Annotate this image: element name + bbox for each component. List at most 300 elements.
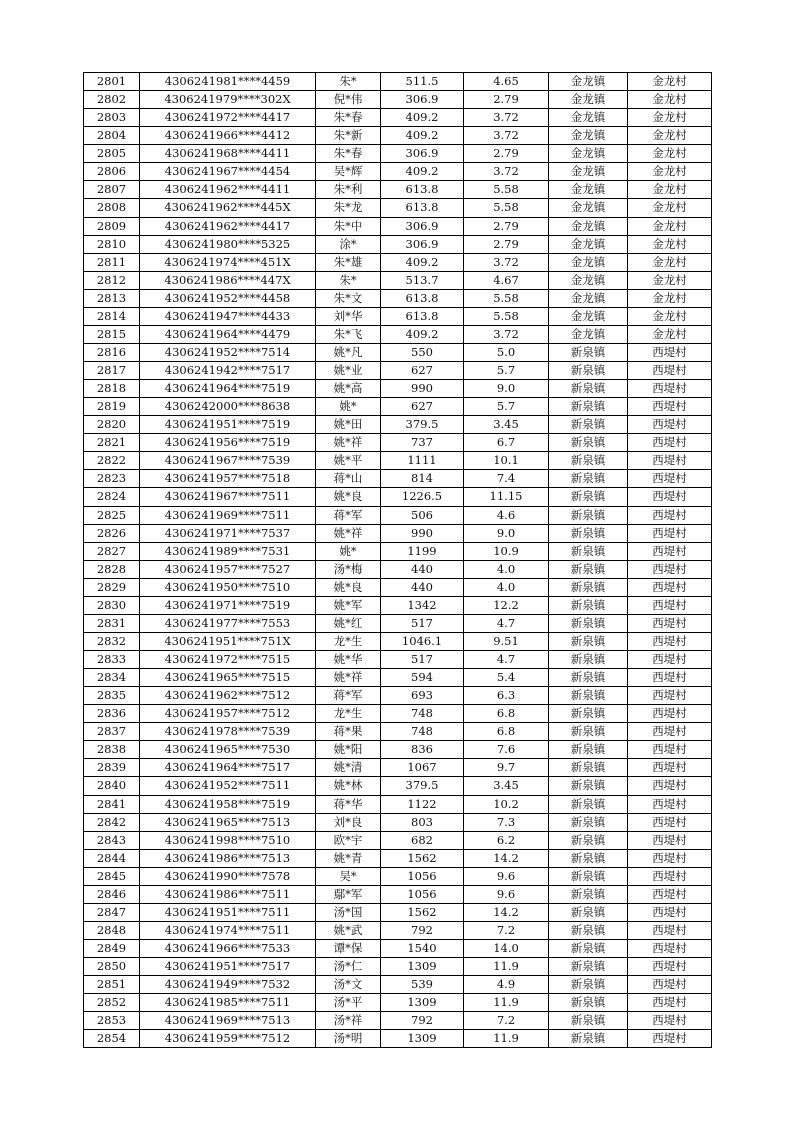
- village-cell: 金龙村: [628, 271, 712, 289]
- amount-cell: 1309: [381, 994, 464, 1012]
- area-cell: 4.0: [464, 560, 549, 578]
- name-cell: 姚*清: [316, 759, 381, 777]
- seq-cell: 2832: [84, 632, 140, 650]
- seq-cell: 2839: [84, 759, 140, 777]
- town-cell: 新泉镇: [549, 903, 628, 921]
- id-number-cell: 4306241951****7517: [140, 958, 316, 976]
- name-cell: 朱*: [316, 73, 381, 91]
- seq-cell: 2853: [84, 1012, 140, 1030]
- id-number-cell: 4306241964****7517: [140, 759, 316, 777]
- id-number-cell: 4306241947****4433: [140, 307, 316, 325]
- village-cell: 金龙村: [628, 127, 712, 145]
- area-cell: 14.0: [464, 940, 549, 958]
- seq-cell: 2838: [84, 741, 140, 759]
- seq-cell: 2818: [84, 380, 140, 398]
- table-row: [84, 560, 712, 578]
- table-row: [84, 380, 712, 398]
- name-cell: 朱*雄: [316, 253, 381, 271]
- area-cell: 5.4: [464, 669, 549, 687]
- table-row: [84, 705, 712, 723]
- town-cell: 新泉镇: [549, 867, 628, 885]
- town-cell: 新泉镇: [549, 994, 628, 1012]
- amount-cell: 409.2: [381, 325, 464, 343]
- name-cell: 朱*新: [316, 127, 381, 145]
- village-cell: 西堤村: [628, 831, 712, 849]
- table-row: [84, 885, 712, 903]
- amount-cell: 627: [381, 398, 464, 416]
- area-cell: 6.8: [464, 705, 549, 723]
- name-cell: 姚*祥: [316, 434, 381, 452]
- table-row: [84, 903, 712, 921]
- amount-cell: 1056: [381, 867, 464, 885]
- name-cell: 姚*祥: [316, 524, 381, 542]
- name-cell: 刘*良: [316, 813, 381, 831]
- id-number-cell: 4306241989****7531: [140, 542, 316, 560]
- id-number-cell: 4306241978****7539: [140, 723, 316, 741]
- table-row: [84, 578, 712, 596]
- town-cell: 新泉镇: [549, 1012, 628, 1030]
- name-cell: 蒋*山: [316, 470, 381, 488]
- area-cell: 4.9: [464, 976, 549, 994]
- id-number-cell: 4306241951****7511: [140, 903, 316, 921]
- town-cell: 新泉镇: [549, 380, 628, 398]
- area-cell: 2.79: [464, 91, 549, 109]
- table-row: [84, 813, 712, 831]
- table-row: [84, 91, 712, 109]
- town-cell: 新泉镇: [549, 343, 628, 361]
- seq-cell: 2846: [84, 885, 140, 903]
- area-cell: 7.4: [464, 470, 549, 488]
- town-cell: 新泉镇: [549, 524, 628, 542]
- area-cell: 4.7: [464, 614, 549, 632]
- seq-cell: 2819: [84, 398, 140, 416]
- id-number-cell: 4306241964****7519: [140, 380, 316, 398]
- village-cell: 西堤村: [628, 940, 712, 958]
- village-cell: 金龙村: [628, 145, 712, 163]
- name-cell: 姚*青: [316, 849, 381, 867]
- area-cell: 5.58: [464, 307, 549, 325]
- name-cell: 汤*明: [316, 1030, 381, 1048]
- name-cell: 姚*良: [316, 488, 381, 506]
- id-number-cell: 4306241962****4417: [140, 217, 316, 235]
- amount-cell: 1562: [381, 849, 464, 867]
- id-number-cell: 4306241957****7518: [140, 470, 316, 488]
- id-number-cell: 4306241966****4412: [140, 127, 316, 145]
- table-row: [84, 289, 712, 307]
- table-row: [84, 398, 712, 416]
- name-cell: 汤*梅: [316, 560, 381, 578]
- name-cell: 朱*龙: [316, 199, 381, 217]
- name-cell: 蒋*军: [316, 687, 381, 705]
- village-cell: 西堤村: [628, 669, 712, 687]
- seq-cell: 2841: [84, 795, 140, 813]
- table-row: [84, 506, 712, 524]
- seq-cell: 2837: [84, 723, 140, 741]
- village-cell: 金龙村: [628, 217, 712, 235]
- amount-cell: 440: [381, 578, 464, 596]
- id-number-cell: 4306241974****7511: [140, 921, 316, 939]
- area-cell: 2.79: [464, 217, 549, 235]
- seq-cell: 2827: [84, 542, 140, 560]
- town-cell: 金龙镇: [549, 217, 628, 235]
- table-row: [84, 163, 712, 181]
- town-cell: 新泉镇: [549, 434, 628, 452]
- amount-cell: 748: [381, 723, 464, 741]
- table-row: [84, 1030, 712, 1048]
- area-cell: 4.0: [464, 578, 549, 596]
- table-row: [84, 795, 712, 813]
- id-number-cell: 4306241985****7511: [140, 994, 316, 1012]
- id-number-cell: 4306241951****7519: [140, 416, 316, 434]
- id-number-cell: 4306241998****7510: [140, 831, 316, 849]
- seq-cell: 2829: [84, 578, 140, 596]
- name-cell: 汤*国: [316, 903, 381, 921]
- table-row: [84, 921, 712, 939]
- table-row: [84, 217, 712, 235]
- town-cell: 新泉镇: [549, 542, 628, 560]
- amount-cell: 990: [381, 380, 464, 398]
- id-number-cell: 4306241967****7539: [140, 452, 316, 470]
- seq-cell: 2821: [84, 434, 140, 452]
- seq-cell: 2815: [84, 325, 140, 343]
- village-cell: 金龙村: [628, 253, 712, 271]
- seq-cell: 2823: [84, 470, 140, 488]
- town-cell: 金龙镇: [549, 127, 628, 145]
- table-row: [84, 199, 712, 217]
- table-row: [84, 651, 712, 669]
- table-row: [84, 109, 712, 127]
- name-cell: 涂*: [316, 235, 381, 253]
- village-cell: 西堤村: [628, 578, 712, 596]
- id-number-cell: 4306241979****302X: [140, 91, 316, 109]
- area-cell: 10.9: [464, 542, 549, 560]
- id-number-cell: 4306241968****4411: [140, 145, 316, 163]
- id-number-cell: 4306241967****4454: [140, 163, 316, 181]
- name-cell: 姚*阳: [316, 741, 381, 759]
- amount-cell: 737: [381, 434, 464, 452]
- id-number-cell: 4306241956****7519: [140, 434, 316, 452]
- name-cell: 姚*良: [316, 578, 381, 596]
- area-cell: 3.45: [464, 416, 549, 434]
- amount-cell: 1342: [381, 596, 464, 614]
- name-cell: 吴*: [316, 867, 381, 885]
- village-cell: 西堤村: [628, 488, 712, 506]
- data-table: [83, 72, 712, 1048]
- area-cell: 7.2: [464, 921, 549, 939]
- amount-cell: 550: [381, 343, 464, 361]
- amount-cell: 836: [381, 741, 464, 759]
- table-row: [84, 307, 712, 325]
- id-number-cell: 4306241959****7512: [140, 1030, 316, 1048]
- amount-cell: 506: [381, 506, 464, 524]
- area-cell: 4.65: [464, 73, 549, 91]
- id-number-cell: 4306241980****5325: [140, 235, 316, 253]
- town-cell: 新泉镇: [549, 849, 628, 867]
- area-cell: 11.15: [464, 488, 549, 506]
- name-cell: 姚*武: [316, 921, 381, 939]
- amount-cell: 1199: [381, 542, 464, 560]
- village-cell: 金龙村: [628, 307, 712, 325]
- village-cell: 西堤村: [628, 596, 712, 614]
- name-cell: 谭*保: [316, 940, 381, 958]
- id-number-cell: 4306241977****7553: [140, 614, 316, 632]
- area-cell: 7.3: [464, 813, 549, 831]
- village-cell: 西堤村: [628, 542, 712, 560]
- amount-cell: 803: [381, 813, 464, 831]
- seq-cell: 2828: [84, 560, 140, 578]
- name-cell: 蒋*果: [316, 723, 381, 741]
- seq-cell: 2817: [84, 362, 140, 380]
- area-cell: 4.7: [464, 651, 549, 669]
- village-cell: 西堤村: [628, 921, 712, 939]
- amount-cell: 513.7: [381, 271, 464, 289]
- table-row: [84, 849, 712, 867]
- area-cell: 6.3: [464, 687, 549, 705]
- name-cell: 姚*红: [316, 614, 381, 632]
- area-cell: 3.72: [464, 127, 549, 145]
- village-cell: 金龙村: [628, 199, 712, 217]
- seq-cell: 2801: [84, 73, 140, 91]
- seq-cell: 2835: [84, 687, 140, 705]
- town-cell: 金龙镇: [549, 307, 628, 325]
- area-cell: 11.9: [464, 958, 549, 976]
- town-cell: 新泉镇: [549, 687, 628, 705]
- amount-cell: 1067: [381, 759, 464, 777]
- id-number-cell: 4306241949****7532: [140, 976, 316, 994]
- area-cell: 6.7: [464, 434, 549, 452]
- id-number-cell: 4306241986****447X: [140, 271, 316, 289]
- amount-cell: 517: [381, 651, 464, 669]
- name-cell: 朱*文: [316, 289, 381, 307]
- amount-cell: 748: [381, 705, 464, 723]
- village-cell: 西堤村: [628, 867, 712, 885]
- town-cell: 金龙镇: [549, 199, 628, 217]
- town-cell: 金龙镇: [549, 91, 628, 109]
- village-cell: 西堤村: [628, 687, 712, 705]
- seq-cell: 2831: [84, 614, 140, 632]
- amount-cell: 306.9: [381, 217, 464, 235]
- seq-cell: 2840: [84, 777, 140, 795]
- area-cell: 5.58: [464, 199, 549, 217]
- table-row: [84, 542, 712, 560]
- village-cell: 西堤村: [628, 705, 712, 723]
- id-number-cell: 4306241957****7512: [140, 705, 316, 723]
- seq-cell: 2816: [84, 343, 140, 361]
- amount-cell: 306.9: [381, 235, 464, 253]
- amount-cell: 306.9: [381, 145, 464, 163]
- seq-cell: 2833: [84, 651, 140, 669]
- town-cell: 新泉镇: [549, 976, 628, 994]
- id-number-cell: 4306241952****7511: [140, 777, 316, 795]
- village-cell: 金龙村: [628, 235, 712, 253]
- town-cell: 新泉镇: [549, 831, 628, 849]
- area-cell: 10.1: [464, 452, 549, 470]
- id-number-cell: 4306241986****7511: [140, 885, 316, 903]
- town-cell: 新泉镇: [549, 632, 628, 650]
- village-cell: 西堤村: [628, 976, 712, 994]
- name-cell: 姚*平: [316, 452, 381, 470]
- area-cell: 2.79: [464, 235, 549, 253]
- amount-cell: 627: [381, 362, 464, 380]
- town-cell: 新泉镇: [549, 452, 628, 470]
- seq-cell: 2810: [84, 235, 140, 253]
- town-cell: 新泉镇: [549, 705, 628, 723]
- name-cell: 吴*辉: [316, 163, 381, 181]
- area-cell: 5.0: [464, 343, 549, 361]
- seq-cell: 2843: [84, 831, 140, 849]
- town-cell: 新泉镇: [549, 669, 628, 687]
- name-cell: 姚*: [316, 542, 381, 560]
- village-cell: 西堤村: [628, 777, 712, 795]
- area-cell: 3.72: [464, 325, 549, 343]
- village-cell: 西堤村: [628, 1012, 712, 1030]
- table-row: [84, 452, 712, 470]
- amount-cell: 693: [381, 687, 464, 705]
- table-row: [84, 632, 712, 650]
- name-cell: 欧*宇: [316, 831, 381, 849]
- amount-cell: 792: [381, 921, 464, 939]
- amount-cell: 682: [381, 831, 464, 849]
- town-cell: 新泉镇: [549, 759, 628, 777]
- seq-cell: 2820: [84, 416, 140, 434]
- amount-cell: 613.8: [381, 199, 464, 217]
- name-cell: 姚*高: [316, 380, 381, 398]
- village-cell: 西堤村: [628, 723, 712, 741]
- name-cell: 姚*华: [316, 651, 381, 669]
- name-cell: 姚*: [316, 398, 381, 416]
- name-cell: 龙*生: [316, 705, 381, 723]
- table-row: [84, 470, 712, 488]
- amount-cell: 517: [381, 614, 464, 632]
- id-number-cell: 4306241966****7533: [140, 940, 316, 958]
- table-row: [84, 723, 712, 741]
- amount-cell: 306.9: [381, 91, 464, 109]
- village-cell: 西堤村: [628, 958, 712, 976]
- seq-cell: 2803: [84, 109, 140, 127]
- area-cell: 5.7: [464, 362, 549, 380]
- id-number-cell: 4306241986****7513: [140, 849, 316, 867]
- table-row: [84, 73, 712, 91]
- amount-cell: 990: [381, 524, 464, 542]
- amount-cell: 409.2: [381, 253, 464, 271]
- town-cell: 金龙镇: [549, 73, 628, 91]
- seq-cell: 2804: [84, 127, 140, 145]
- village-cell: 西堤村: [628, 416, 712, 434]
- town-cell: 新泉镇: [549, 398, 628, 416]
- seq-cell: 2802: [84, 91, 140, 109]
- town-cell: 新泉镇: [549, 741, 628, 759]
- town-cell: 金龙镇: [549, 235, 628, 253]
- town-cell: 新泉镇: [549, 723, 628, 741]
- id-number-cell: 4306241957****7527: [140, 560, 316, 578]
- table-row: [84, 145, 712, 163]
- area-cell: 10.2: [464, 795, 549, 813]
- village-cell: 西堤村: [628, 741, 712, 759]
- area-cell: 9.0: [464, 380, 549, 398]
- area-cell: 4.67: [464, 271, 549, 289]
- amount-cell: 1562: [381, 903, 464, 921]
- amount-cell: 613.8: [381, 307, 464, 325]
- town-cell: 新泉镇: [549, 921, 628, 939]
- town-cell: 新泉镇: [549, 506, 628, 524]
- area-cell: 5.58: [464, 181, 549, 199]
- village-cell: 西堤村: [628, 434, 712, 452]
- table-row: [84, 940, 712, 958]
- village-cell: 西堤村: [628, 651, 712, 669]
- id-number-cell: 4306241972****4417: [140, 109, 316, 127]
- id-number-cell: 4306241942****7517: [140, 362, 316, 380]
- village-cell: 金龙村: [628, 73, 712, 91]
- amount-cell: 409.2: [381, 109, 464, 127]
- seq-cell: 2836: [84, 705, 140, 723]
- village-cell: 金龙村: [628, 163, 712, 181]
- seq-cell: 2824: [84, 488, 140, 506]
- area-cell: 5.58: [464, 289, 549, 307]
- table-row: [84, 759, 712, 777]
- table-row: [84, 867, 712, 885]
- table-row: [84, 524, 712, 542]
- seq-cell: 2844: [84, 849, 140, 867]
- town-cell: 金龙镇: [549, 163, 628, 181]
- id-number-cell: 4306241962****4411: [140, 181, 316, 199]
- id-number-cell: 4306241971****7537: [140, 524, 316, 542]
- amount-cell: 511.5: [381, 73, 464, 91]
- amount-cell: 594: [381, 669, 464, 687]
- amount-cell: 1309: [381, 958, 464, 976]
- id-number-cell: 4306242000****8638: [140, 398, 316, 416]
- name-cell: 蒋*军: [316, 506, 381, 524]
- name-cell: 姚*军: [316, 596, 381, 614]
- id-number-cell: 4306241967****7511: [140, 488, 316, 506]
- seq-cell: 2814: [84, 307, 140, 325]
- area-cell: 7.6: [464, 741, 549, 759]
- id-number-cell: 4306241969****7511: [140, 506, 316, 524]
- amount-cell: 539: [381, 976, 464, 994]
- id-number-cell: 4306241951****751X: [140, 632, 316, 650]
- area-cell: 5.7: [464, 398, 549, 416]
- village-cell: 西堤村: [628, 398, 712, 416]
- amount-cell: 814: [381, 470, 464, 488]
- town-cell: 新泉镇: [549, 1030, 628, 1048]
- id-number-cell: 4306241974****451X: [140, 253, 316, 271]
- id-number-cell: 4306241962****7512: [140, 687, 316, 705]
- name-cell: 蒋*华: [316, 795, 381, 813]
- table-row: [84, 488, 712, 506]
- amount-cell: 1226.5: [381, 488, 464, 506]
- area-cell: 3.45: [464, 777, 549, 795]
- seq-cell: 2822: [84, 452, 140, 470]
- village-cell: 金龙村: [628, 91, 712, 109]
- id-number-cell: 4306241972****7515: [140, 651, 316, 669]
- id-number-cell: 4306241990****7578: [140, 867, 316, 885]
- town-cell: 新泉镇: [549, 651, 628, 669]
- table-row: [84, 362, 712, 380]
- town-cell: 新泉镇: [549, 488, 628, 506]
- id-number-cell: 4306241952****4458: [140, 289, 316, 307]
- table-row: [84, 235, 712, 253]
- amount-cell: 409.2: [381, 163, 464, 181]
- town-cell: 新泉镇: [549, 596, 628, 614]
- village-cell: 金龙村: [628, 325, 712, 343]
- seq-cell: 2847: [84, 903, 140, 921]
- seq-cell: 2806: [84, 163, 140, 181]
- amount-cell: 792: [381, 1012, 464, 1030]
- name-cell: 朱*: [316, 271, 381, 289]
- area-cell: 6.2: [464, 831, 549, 849]
- seq-cell: 2848: [84, 921, 140, 939]
- name-cell: 姚*凡: [316, 343, 381, 361]
- town-cell: 金龙镇: [549, 271, 628, 289]
